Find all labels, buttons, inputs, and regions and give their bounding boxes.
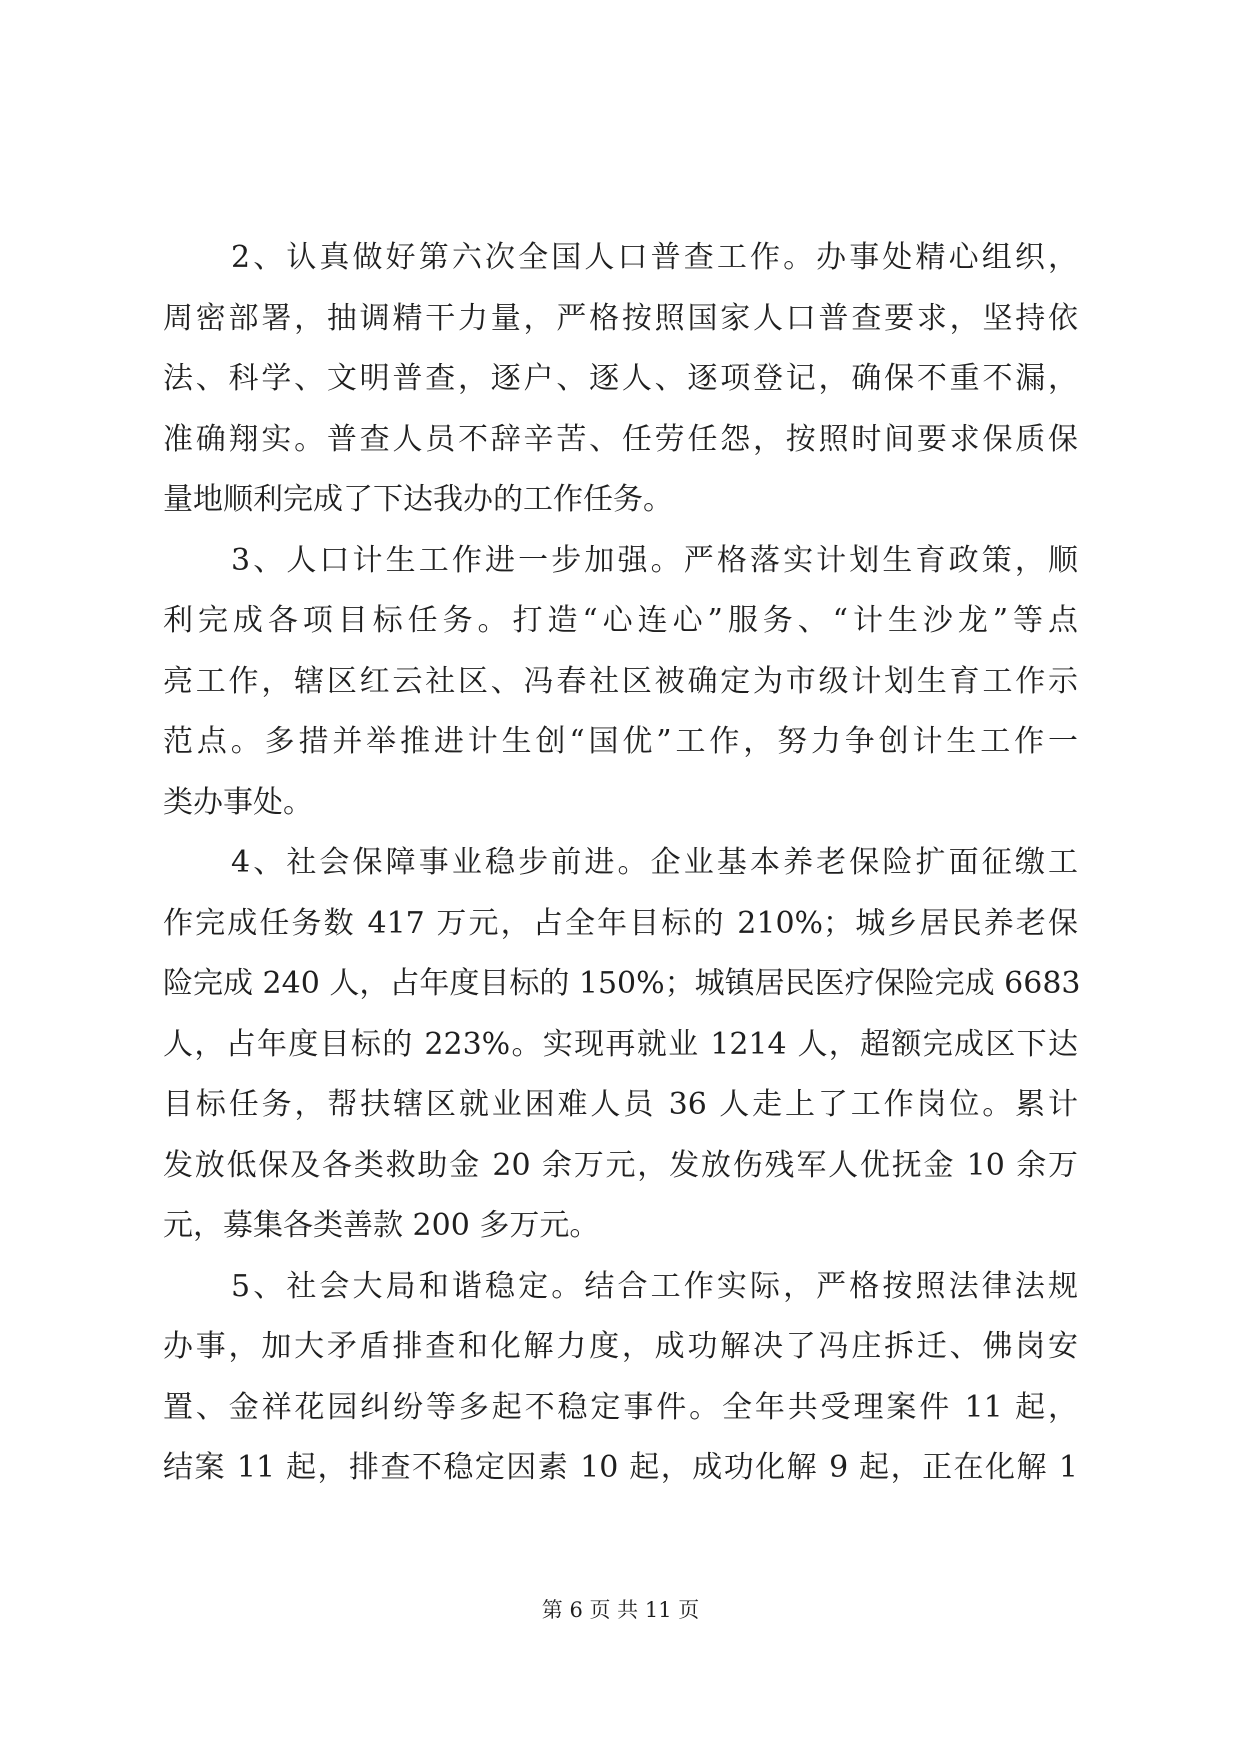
paragraph-line: 4、社会保障事业稳步前进。企业基本养老保险扩面征缴工 bbox=[231, 845, 1078, 880]
paragraph-line: 3、人口计生工作进一步加强。严格落实计划生育政策，顺 bbox=[231, 542, 1078, 578]
paragraph-line: 范点。多措并举推进计生创“国优”工作，努力争创计生工作一 bbox=[163, 724, 1078, 759]
paragraph-line: 利完成各项目标任务。打造“心连心”服务、“计生沙龙”等点 bbox=[163, 603, 1078, 638]
paragraph-line: 发放低保及各类救助金 20 余万元，发放伤残军人优抚金 10 余万 bbox=[163, 1147, 1078, 1183]
page-footer: 第 6 页 共 11 页 bbox=[541, 1598, 700, 1622]
paragraph-line: 2、认真做好第六次全国人口普查工作。办事处精心组织， bbox=[231, 240, 1078, 275]
document-body bbox=[163, 228, 1081, 1499]
paragraph bbox=[163, 531, 1078, 834]
paragraph-line: 元，募集各类善款 200 多万元。 bbox=[163, 1208, 600, 1243]
paragraph-line: 类办事处。 bbox=[163, 784, 313, 820]
paragraph-line: 目标任务，帮扶辖区就业困难人员 36 人走上了工作岗位。累计 bbox=[163, 1087, 1078, 1122]
paragraph-line: 亮工作，辖区红云社区、冯春社区被确定为市级计划生育工作示 bbox=[163, 663, 1078, 699]
paragraph bbox=[163, 833, 1081, 1257]
paragraph bbox=[163, 1257, 1078, 1499]
paragraph-line: 法、科学、文明普查，逐户、逐人、逐项登记，确保不重不漏， bbox=[163, 361, 1078, 396]
paragraph-line: 办事，加大矛盾排查和化解力度，成功解决了冯庄拆迁、佛岗安 bbox=[163, 1329, 1078, 1364]
paragraph-line: 量地顺利完成了下达我办的工作任务。 bbox=[163, 482, 673, 517]
paragraph-line: 准确翔实。普查人员不辞辛苦、任劳任怨，按照时间要求保质保 bbox=[163, 421, 1078, 457]
paragraph-line: 作完成任务数 417 万元，占全年目标的 210%；城乡居民养老保 bbox=[163, 905, 1078, 941]
paragraph-line: 置、金祥花园纠纷等多起不稳定事件。全年共受理案件 11 起， bbox=[163, 1389, 1078, 1425]
paragraph bbox=[163, 228, 1078, 531]
paragraph-line: 人，占年度目标的 223%。实现再就业 1214 人，超额完成区下达 bbox=[163, 1026, 1078, 1062]
paragraph-line: 结案 11 起，排查不稳定因素 10 起，成功化解 9 起，正在化解 1 bbox=[163, 1450, 1078, 1485]
paragraph-line: 周密部署，抽调精干力量，严格按照国家人口普查要求，坚持依 bbox=[163, 300, 1078, 336]
paragraph-line: 5、社会大局和谐稳定。结合工作实际，严格按照法律法规 bbox=[231, 1268, 1078, 1304]
paragraph-line: 险完成 240 人，占年度目标的 150%；城镇居民医疗保险完成 6683 bbox=[163, 966, 1081, 1001]
